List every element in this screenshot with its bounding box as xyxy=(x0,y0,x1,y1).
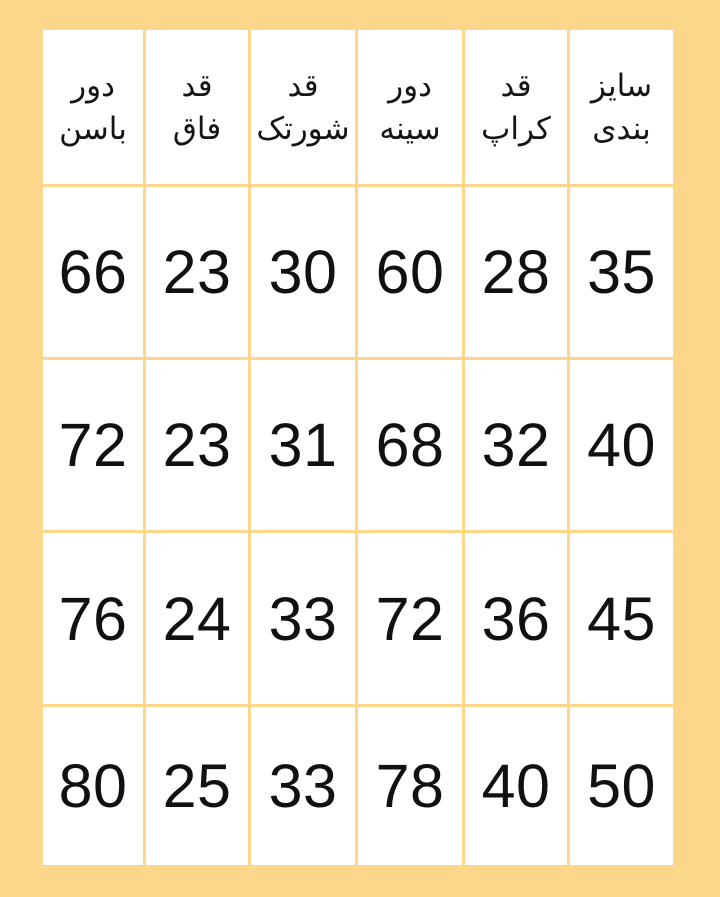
cell-hip: 76 xyxy=(43,533,143,704)
cell-hip: 66 xyxy=(43,187,143,357)
cell-chest: 60 xyxy=(358,187,462,357)
cell-rise: 23 xyxy=(146,360,248,530)
cell-rise: 23 xyxy=(146,187,248,357)
size-chart-table xyxy=(46,30,673,865)
cell-size: 40 xyxy=(570,360,673,530)
cell-chest: 78 xyxy=(358,707,462,865)
header-shorts-length: قد شورتک xyxy=(251,30,355,184)
cell-crop-length: 28 xyxy=(465,187,567,357)
cell-shorts-length: 33 xyxy=(251,707,355,865)
cell-crop-length: 36 xyxy=(465,533,567,704)
cell-chest: 68 xyxy=(358,360,462,530)
cell-size: 35 xyxy=(570,187,673,357)
cell-shorts-length: 31 xyxy=(251,360,355,530)
header-chest: دور سینه xyxy=(358,30,462,184)
cell-rise: 25 xyxy=(146,707,248,865)
header-crop-length: قد کراپ xyxy=(465,30,567,184)
cell-shorts-length: 33 xyxy=(251,533,355,704)
cell-chest: 72 xyxy=(358,533,462,704)
cell-size: 50 xyxy=(570,707,673,865)
cell-hip: 72 xyxy=(43,360,143,530)
header-rise: قد فاق xyxy=(146,30,248,184)
cell-shorts-length: 30 xyxy=(251,187,355,357)
cell-crop-length: 40 xyxy=(465,707,567,865)
cell-crop-length: 32 xyxy=(465,360,567,530)
header-size: سایز بندی xyxy=(570,30,673,184)
cell-rise: 24 xyxy=(146,533,248,704)
header-hip: دور باسن xyxy=(43,30,143,184)
cell-size: 45 xyxy=(570,533,673,704)
cell-hip: 80 xyxy=(43,707,143,865)
